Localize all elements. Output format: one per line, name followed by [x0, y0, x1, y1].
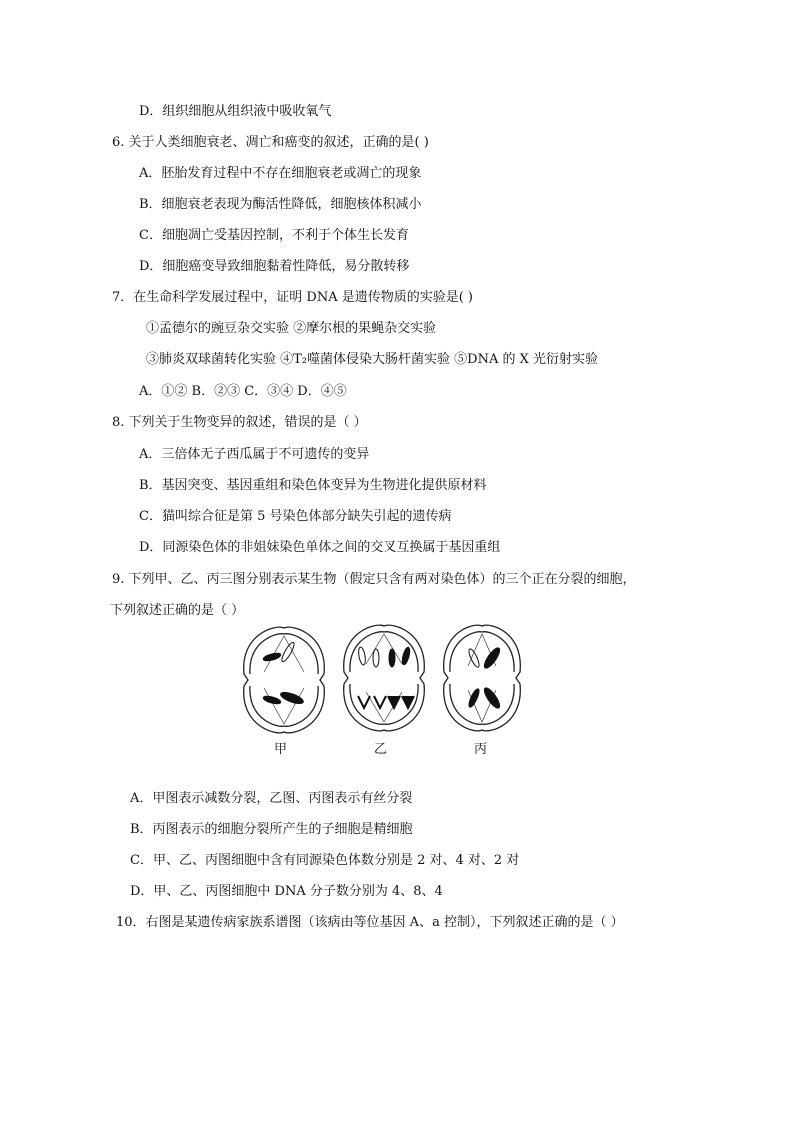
- q6-stem: 6. 关于人类细胞衰老、凋亡和癌变的叙述，正确的是( ): [112, 135, 429, 150]
- q9-option-a: A．甲图表示减数分裂，乙图、丙图表示有丝分裂: [130, 791, 413, 806]
- cell-division-figure: [238, 622, 538, 772]
- q9-option-d: D．甲、乙、丙图细胞中 DNA 分子数分别为 4、8、4: [130, 884, 443, 899]
- q9-option-b: B．丙图表示的细胞分裂所产生的子细胞是精细胞: [130, 822, 413, 837]
- figure-label-bing: 丙: [474, 742, 488, 757]
- q10-stem: 10．右图是某遗传病家族系谱图（该病由等位基因 A、a 控制），下列叙述正确的是（ ）: [116, 915, 624, 930]
- q9-stem-line1: 9. 下列甲、乙、丙三图分别表示某生物（假定只含有两对染色体）的三个正在分裂的细胞，: [112, 572, 636, 587]
- q7-items-line1: ①孟德尔的豌豆杂交实验 ②摩尔根的果蝇杂交实验: [146, 321, 437, 336]
- cell-jia: [244, 627, 325, 733]
- q9-option-c: C．甲、乙、丙图细胞中含有同源染色体数分别是 2 对、4 对、2 对: [130, 853, 520, 868]
- q5-option-d: D．组织细胞从组织液中吸收氧气: [139, 104, 332, 119]
- q6-option-d: D．细胞癌变导致细胞黏着性降低，易分散转移: [139, 259, 410, 274]
- q8-option-d: D．同源染色体的非姐妹染色单体之间的交叉互换属于基因重组: [139, 540, 501, 555]
- q7-choices: A．①② B．②③ C．③④ D．④⑤: [139, 384, 347, 399]
- q8-option-c: C．猫叫综合征是第 5 号染色体部分缺失引起的遗传病: [139, 509, 452, 524]
- q6-option-c: C．细胞凋亡受基因控制，不利于个体生长发育: [139, 228, 409, 243]
- q9-stem-line2: 下列叙述正确的是（ ）: [110, 603, 245, 618]
- q8-option-a: A．三倍体无子西瓜属于不可遗传的变异: [139, 447, 370, 462]
- q7-items-line2: ③肺炎双球菌转化实验 ④T₂噬菌体侵染大肠杆菌实验 ⑤DNA 的 X 光衍射实验: [146, 352, 598, 367]
- q8-option-b: B．基因突变、基因重组和染色体变异为生物进化提供原材料: [139, 478, 487, 493]
- q6-option-a: A．胚胎发育过程中不存在细胞衰老或凋亡的现象: [139, 166, 422, 181]
- q6-option-b: B．细胞衰老表现为酶活性降低，细胞核体积减小: [139, 197, 422, 212]
- cell-diagrams: [238, 622, 538, 740]
- cell-bing: [444, 625, 521, 731]
- cell-yi: [344, 625, 425, 731]
- q7-stem: 7．在生命科学发展过程中，证明 DNA 是遗传物质的实验是( ): [112, 290, 473, 305]
- figure-label-yi: 乙: [374, 742, 388, 757]
- figure-label-jia: 甲: [274, 742, 288, 757]
- q8-stem: 8. 下列关于生物变异的叙述，错误的是（ ）: [112, 415, 367, 430]
